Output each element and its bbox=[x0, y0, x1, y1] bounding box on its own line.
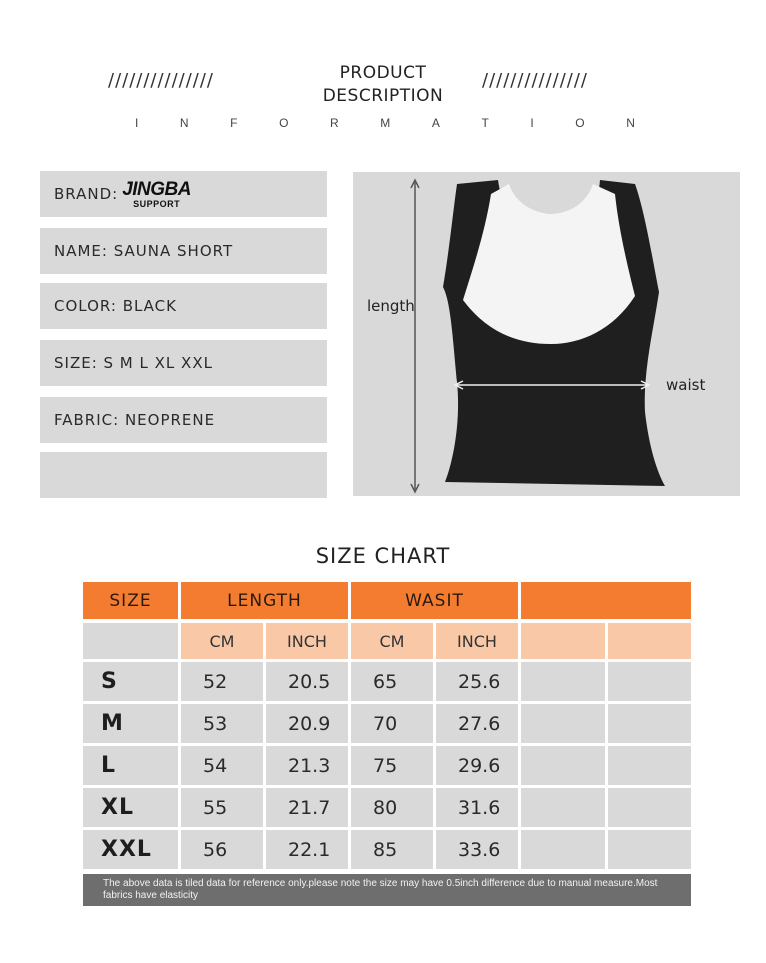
unit-length-cm: CM bbox=[181, 623, 263, 659]
subtitle-letter: N bbox=[626, 116, 635, 130]
tank-top-lining bbox=[463, 184, 635, 344]
information-subtitle bbox=[135, 116, 635, 130]
cell-extra bbox=[608, 704, 691, 743]
subtitle-letter: R bbox=[330, 116, 339, 130]
brand-logo-sub: SUPPORT bbox=[133, 198, 181, 209]
unit-blank bbox=[83, 623, 178, 659]
subtitle-letter: F bbox=[230, 116, 238, 130]
header-size: SIZE bbox=[83, 582, 178, 619]
size-chart-title: SIZE CHART bbox=[315, 544, 451, 568]
subtitle-letter: O bbox=[279, 116, 289, 130]
cell-length-cm: 55 bbox=[181, 788, 263, 827]
brand-label: BRAND: bbox=[54, 185, 119, 203]
decorative-slashes-right: /////////////// bbox=[482, 70, 588, 91]
product-name: NAME: SAUNA SHORT bbox=[54, 242, 234, 260]
fabric-box bbox=[40, 397, 327, 443]
page-title-line1: PRODUCT bbox=[339, 63, 427, 83]
cell-length-inch: 21.7 bbox=[266, 788, 348, 827]
cell-length-cm: 53 bbox=[181, 704, 263, 743]
cell-waist-inch: 33.6 bbox=[436, 830, 518, 869]
cell-waist-inch: 25.6 bbox=[436, 662, 518, 701]
cell-extra bbox=[608, 830, 691, 869]
subtitle-letter: O bbox=[575, 116, 585, 130]
row-size-l: L bbox=[83, 746, 178, 785]
page-title-line2: DESCRIPTION bbox=[322, 86, 444, 106]
cell-waist-inch: 29.6 bbox=[436, 746, 518, 785]
product-image-panel bbox=[353, 172, 740, 496]
unit-extra-2 bbox=[608, 623, 691, 659]
cell-length-cm: 52 bbox=[181, 662, 263, 701]
product-illustration bbox=[353, 172, 740, 496]
cell-length-cm: 54 bbox=[181, 746, 263, 785]
row-size-xxl: XXL bbox=[83, 830, 178, 869]
size-box bbox=[40, 340, 327, 386]
cell-extra bbox=[521, 746, 605, 785]
brand-box bbox=[40, 171, 327, 217]
subtitle-letter: N bbox=[179, 116, 189, 130]
header-extra bbox=[521, 582, 691, 619]
cell-extra bbox=[521, 830, 605, 869]
subtitle-letter: A bbox=[431, 116, 440, 130]
subtitle-letter: M bbox=[380, 116, 391, 130]
cell-extra bbox=[521, 788, 605, 827]
cell-length-inch: 20.5 bbox=[266, 662, 348, 701]
unit-extra-1 bbox=[521, 623, 605, 659]
brand-logo bbox=[122, 180, 191, 209]
product-color: COLOR: BLACK bbox=[54, 297, 177, 315]
row-size-s: S bbox=[83, 662, 178, 701]
cell-waist-inch: 27.6 bbox=[436, 704, 518, 743]
cell-length-inch: 21.3 bbox=[266, 746, 348, 785]
header-length: LENGTH bbox=[181, 582, 348, 619]
subtitle-letter: I bbox=[135, 116, 139, 130]
cell-waist-cm: 85 bbox=[351, 830, 433, 869]
length-label: length bbox=[367, 297, 415, 315]
product-fabric: FABRIC: NEOPRENE bbox=[54, 411, 216, 429]
header-waist: WASIT bbox=[351, 582, 518, 619]
cell-extra bbox=[608, 746, 691, 785]
cell-waist-cm: 65 bbox=[351, 662, 433, 701]
cell-waist-inch: 31.6 bbox=[436, 788, 518, 827]
cell-waist-cm: 70 bbox=[351, 704, 433, 743]
cell-length-inch: 20.9 bbox=[266, 704, 348, 743]
subtitle-letter: T bbox=[481, 116, 489, 130]
cell-extra bbox=[608, 662, 691, 701]
unit-length-inch: INCH bbox=[266, 623, 348, 659]
cell-extra bbox=[521, 704, 605, 743]
unit-waist-cm: CM bbox=[351, 623, 433, 659]
product-sizes: SIZE: S M L XL XXL bbox=[54, 354, 213, 372]
row-size-m: M bbox=[83, 704, 178, 743]
brand-logo-main: JINGBA bbox=[122, 178, 191, 200]
size-chart-footnote: The above data is tiled data for reference only.please note the size may have 0.5inch difference due to manual measure.Most fabrics have elasticity bbox=[83, 874, 691, 906]
empty-box bbox=[40, 452, 327, 498]
row-size-xl: XL bbox=[83, 788, 178, 827]
unit-waist-inch: INCH bbox=[436, 623, 518, 659]
cell-extra bbox=[608, 788, 691, 827]
cell-waist-cm: 75 bbox=[351, 746, 433, 785]
length-arrow bbox=[411, 180, 419, 492]
waist-label: waist bbox=[666, 376, 706, 394]
cell-waist-cm: 80 bbox=[351, 788, 433, 827]
subtitle-letter: I bbox=[530, 116, 534, 130]
color-box bbox=[40, 283, 327, 329]
cell-length-inch: 22.1 bbox=[266, 830, 348, 869]
cell-extra bbox=[521, 662, 605, 701]
decorative-slashes-left: /////////////// bbox=[108, 70, 214, 91]
cell-length-cm: 56 bbox=[181, 830, 263, 869]
name-box bbox=[40, 228, 327, 274]
